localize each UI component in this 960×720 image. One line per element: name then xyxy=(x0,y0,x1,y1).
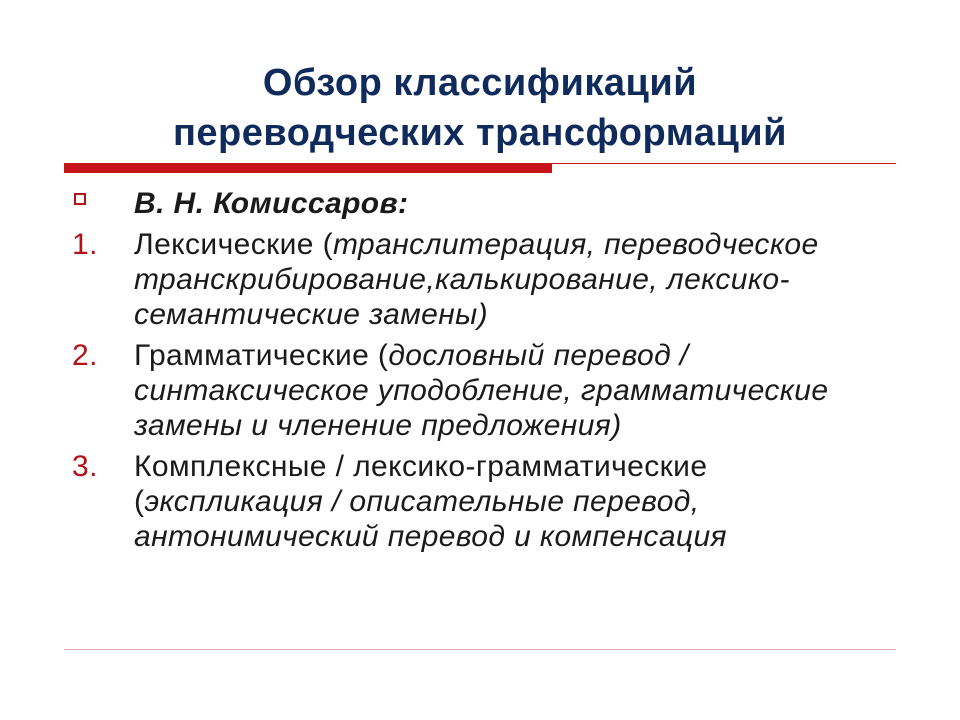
bullet-marker xyxy=(72,186,134,205)
list-item xyxy=(72,227,902,332)
author-name: В. Н. Комиссаров: xyxy=(134,187,409,220)
footer-divider xyxy=(64,649,896,650)
author-row xyxy=(72,186,902,221)
list-item-text xyxy=(134,449,902,554)
list-item xyxy=(72,449,902,554)
list-item-text xyxy=(134,227,902,332)
list-item-text xyxy=(134,338,902,443)
title-underline-thick xyxy=(64,164,552,173)
title-line-2: переводческих трансформаций xyxy=(172,112,788,154)
slide-title xyxy=(60,58,900,158)
square-bullet-icon xyxy=(74,193,86,205)
list-item-lead: Грамматические ( xyxy=(134,339,389,372)
list-number: 2. xyxy=(72,339,98,372)
list-item-body: транслитерация, переводческое транскрибирование,калькирование, лексико-семантические замены) xyxy=(134,228,819,331)
list-item xyxy=(72,338,902,443)
list-number: 1. xyxy=(72,228,98,261)
list-number: 3. xyxy=(72,450,98,483)
list-item-lead: Комплексные / лексико-грамматические ( xyxy=(134,450,708,518)
title-line-1: Обзор классификаций xyxy=(262,62,698,104)
list-item-body: экспликация / описательные перевод, антонимический перевод и компенсация xyxy=(134,485,727,553)
list-item-body: дословный перевод /синтаксическое уподобление, грамматические замены и членение предложения) xyxy=(134,339,829,442)
list-item-lead: Лексические ( xyxy=(134,228,333,261)
slide-content xyxy=(72,186,902,560)
